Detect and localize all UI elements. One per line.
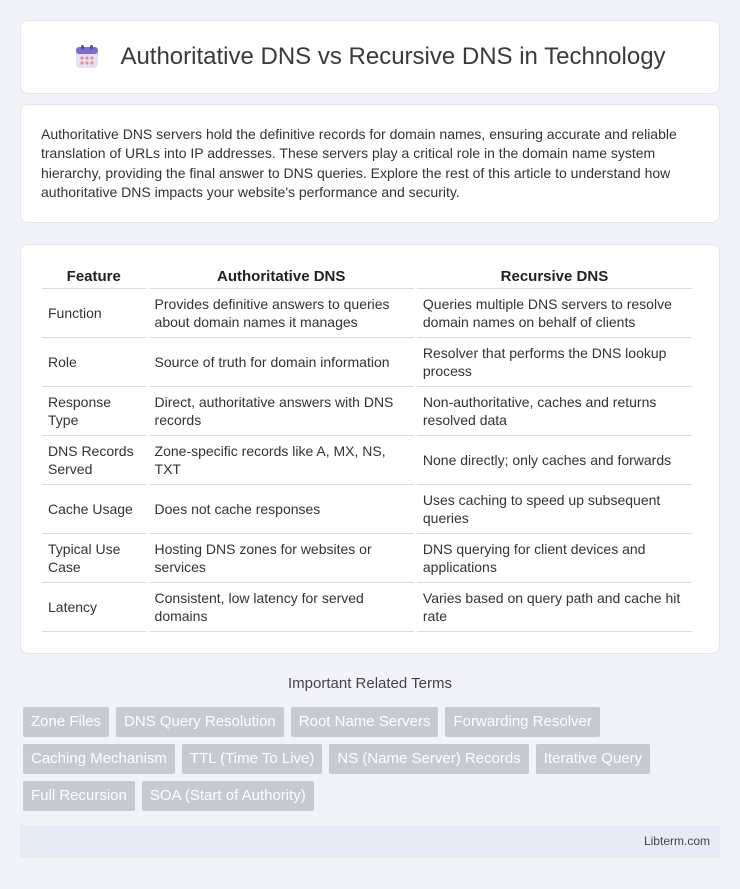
table-cell-authoritative: Hosting DNS zones for websites or services <box>149 534 414 583</box>
table-cell-feature: Latency <box>42 583 146 632</box>
title-card <box>20 20 720 94</box>
table-cell-authoritative: Direct, authoritative answers with DNS records <box>149 387 414 436</box>
table-cell-authoritative: Provides definitive answers to queries about domain names it manages <box>149 289 414 338</box>
related-term-tag[interactable]: Root Name Servers <box>291 707 439 737</box>
comparison-table-card <box>20 244 720 654</box>
comparison-table <box>39 265 695 632</box>
intro-paragraph: Authoritative DNS servers hold the definitive records for domain names, ensuring accurate and reliable translation of URLs into IP addresses. These servers play a critical role in the domain name system hierarchy, providing the final answer to DNS queries. Explore the rest of this article to understand how authoritative DNS impacts your website's performance and security. <box>41 126 677 200</box>
table-cell-feature: Function <box>42 289 146 338</box>
table-cell-authoritative: Consistent, low latency for served domains <box>149 583 414 632</box>
table-row <box>42 436 692 485</box>
table-cell-recursive: Resolver that performs the DNS lookup process <box>417 338 692 387</box>
related-terms-list <box>23 707 723 811</box>
footer <box>20 825 720 858</box>
related-term-tag[interactable]: Caching Mechanism <box>23 744 175 774</box>
table-cell-authoritative: Zone-specific records like A, MX, NS, TXT <box>149 436 414 485</box>
table-cell-recursive: Uses caching to speed up subsequent queries <box>417 485 692 534</box>
table-row <box>42 485 692 534</box>
table-cell-feature: Cache Usage <box>42 485 146 534</box>
table-cell-recursive: Queries multiple DNS servers to resolve domain names on behalf of clients <box>417 289 692 338</box>
table-cell-recursive: None directly; only caches and forwards <box>417 436 692 485</box>
calendar-icon <box>74 44 100 70</box>
table-row <box>42 534 692 583</box>
footer-site-link[interactable]: Libterm.com <box>643 834 710 848</box>
table-cell-recursive: Varies based on query path and cache hit rate <box>417 583 692 632</box>
related-term-tag[interactable]: Full Recursion <box>23 781 135 811</box>
table-row <box>42 338 692 387</box>
related-term-tag[interactable]: NS (Name Server) Records <box>329 744 528 774</box>
related-term-tag[interactable]: Iterative Query <box>536 744 650 774</box>
table-cell-recursive: DNS querying for client devices and applications <box>417 534 692 583</box>
table-header-row <box>42 265 692 289</box>
related-term-tag[interactable]: SOA (Start of Authority) <box>142 781 314 811</box>
related-term-tag[interactable]: TTL (Time To Live) <box>182 744 322 774</box>
table-row <box>42 583 692 632</box>
related-term-tag[interactable]: Forwarding Resolver <box>445 707 599 737</box>
table-row <box>42 289 692 338</box>
column-header-authoritative: Authoritative DNS <box>149 265 414 289</box>
table-row <box>42 387 692 436</box>
related-terms-heading: Important Related Terms <box>288 675 452 692</box>
column-header-feature: Feature <box>42 265 146 289</box>
table-cell-feature: Response Type <box>42 387 146 436</box>
table-cell-feature: Typical Use Case <box>42 534 146 583</box>
page-title: Authoritative DNS vs Recursive DNS in Technology <box>120 43 666 70</box>
table-cell-feature: Role <box>42 338 146 387</box>
table-cell-feature: DNS Records Served <box>42 436 146 485</box>
table-cell-authoritative: Source of truth for domain information <box>149 338 414 387</box>
intro-card <box>20 104 720 223</box>
column-header-recursive: Recursive DNS <box>417 265 692 289</box>
table-cell-authoritative: Does not cache responses <box>149 485 414 534</box>
table-cell-recursive: Non-authoritative, caches and returns resolved data <box>417 387 692 436</box>
related-term-tag[interactable]: DNS Query Resolution <box>116 707 284 737</box>
related-term-tag[interactable]: Zone Files <box>23 707 109 737</box>
